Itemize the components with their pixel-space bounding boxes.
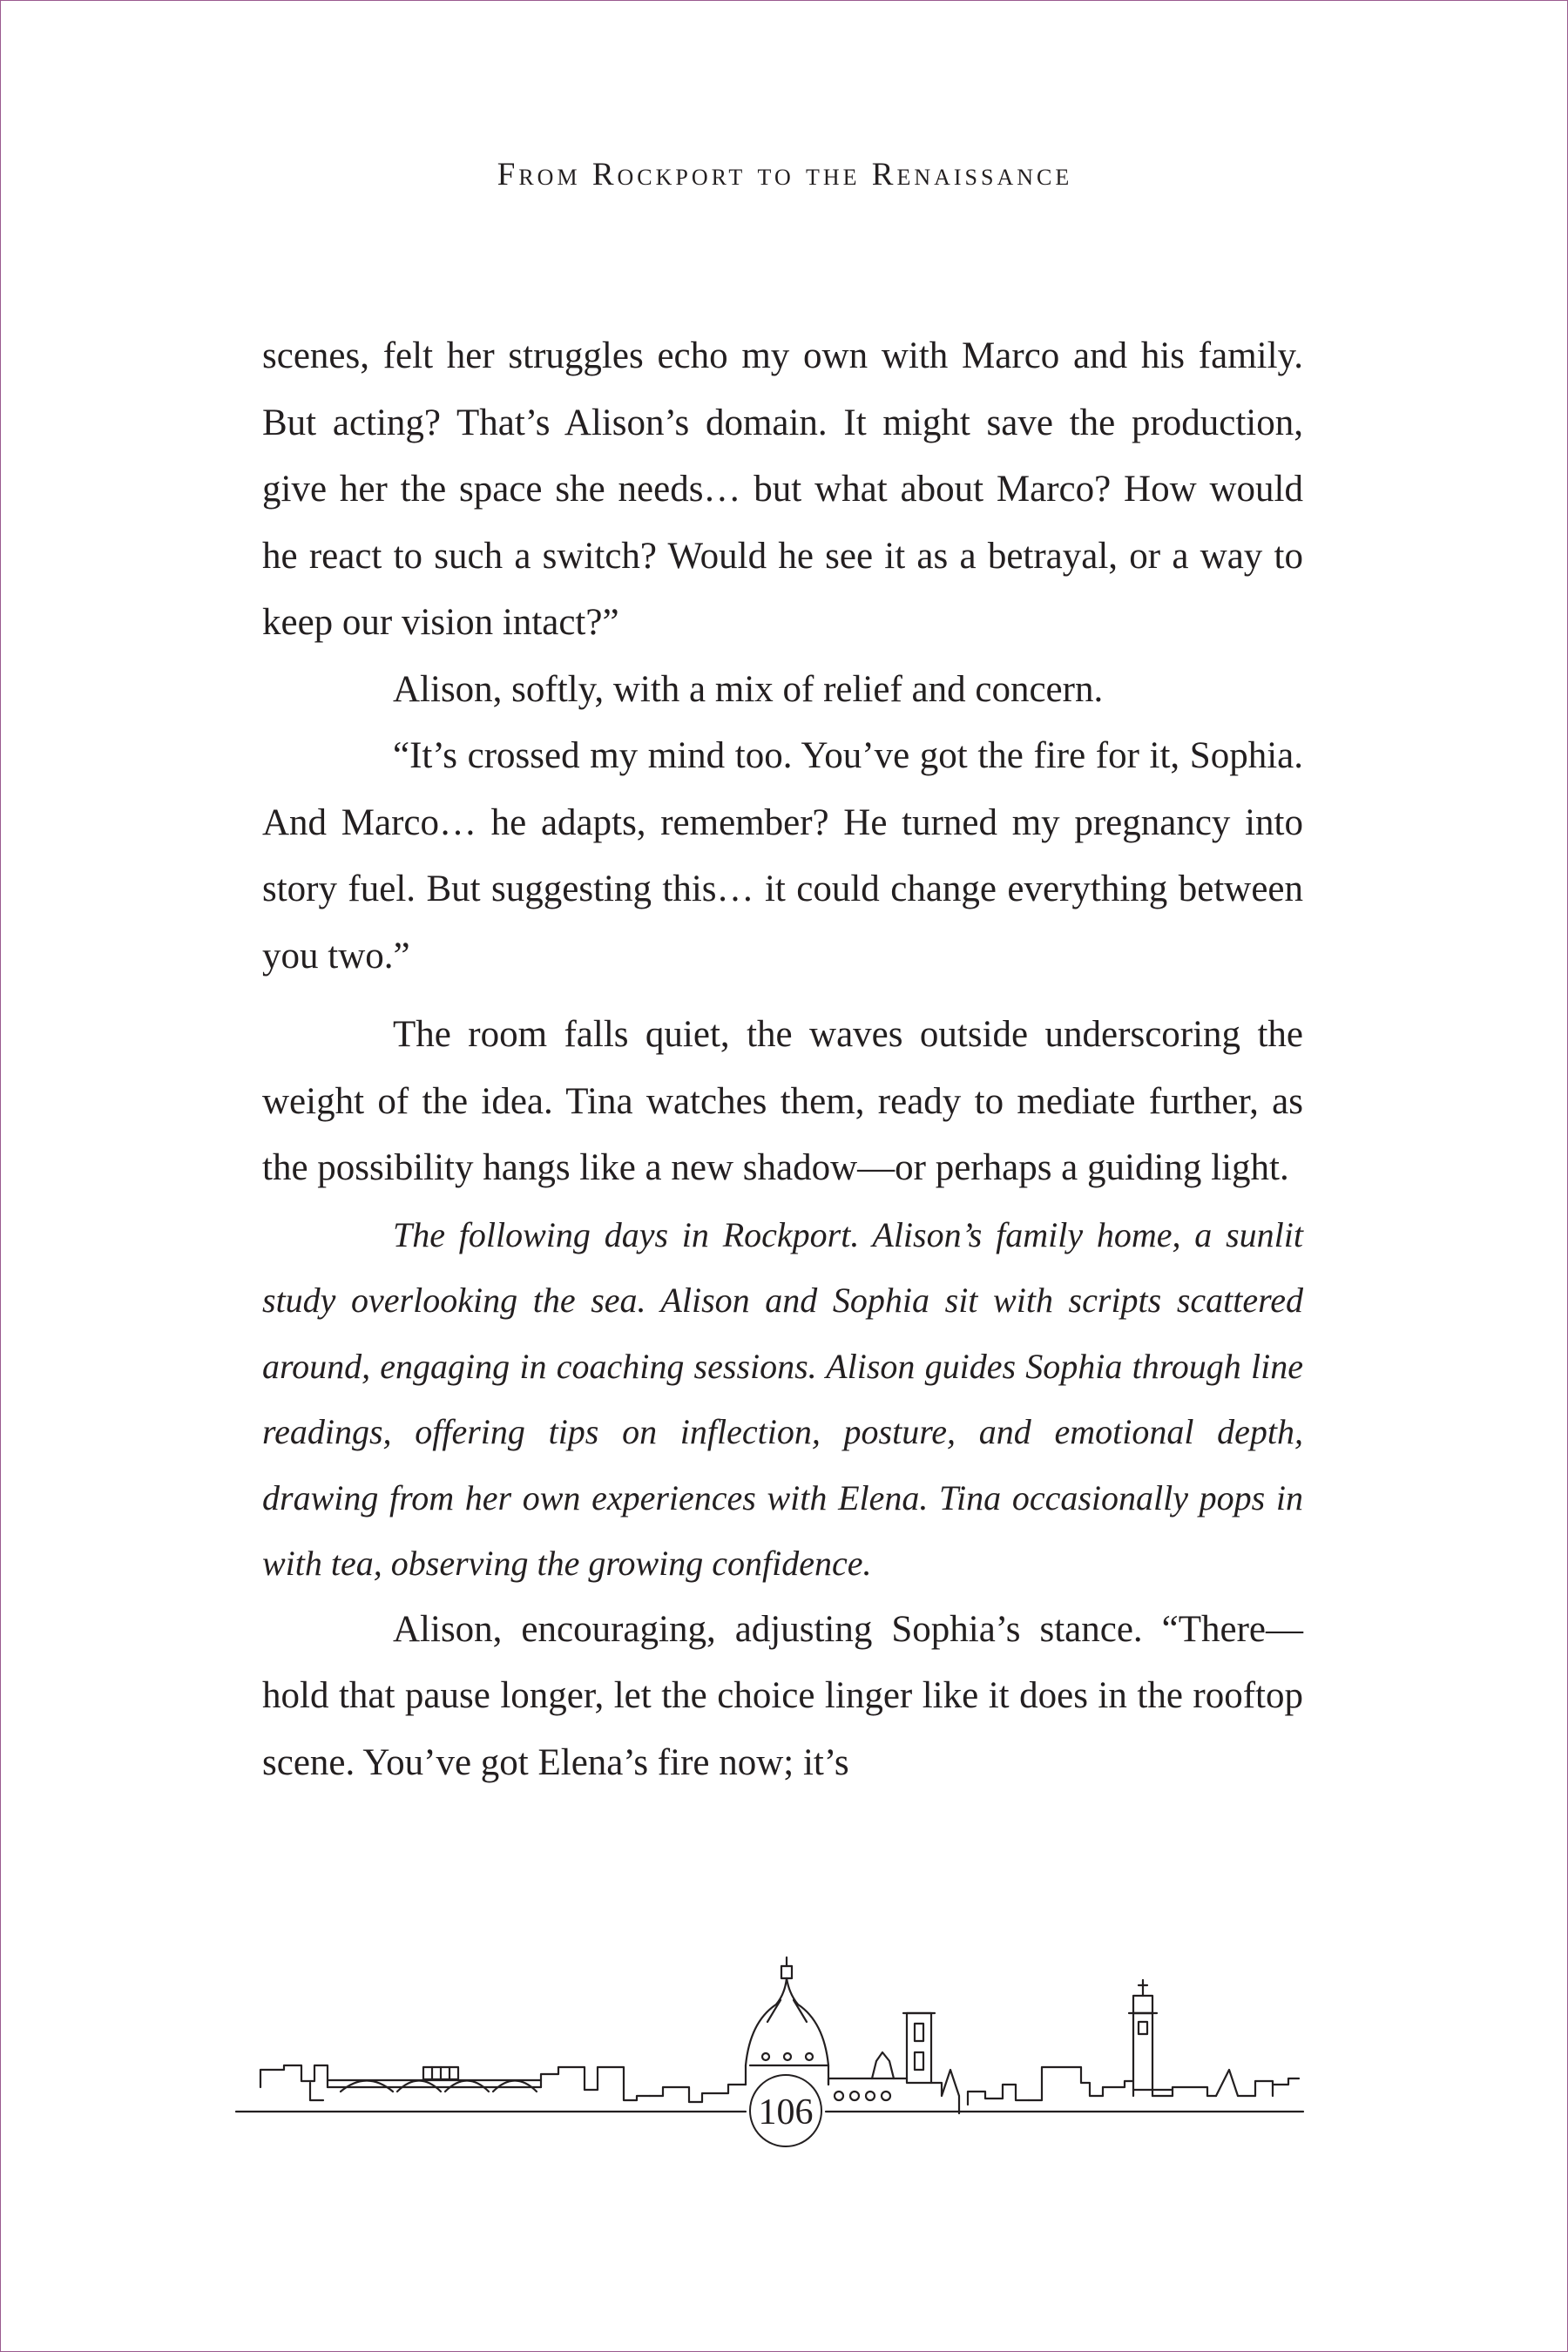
paragraph-italic-scene: The following days in Rockport. Alison’s family home, a sunlit study overlooking the sea. Alison and Sophia sit with scripts scattered around, engaging in coaching sessions. Alison guides Sophia through line readings, offering tips on inflection, posture, and emotional depth, drawing from her own experiences with Elena. Tina occasionally pops in with tea, observing the growing confidence. xyxy=(262,1214,1303,1583)
paragraph-dialogue: “It’s crossed my mind too. You’ve got the fire for it, Sophia. And Marco… he adapts, remember? He turned my pregnancy into story fuel. But suggesting this… it could change everything between you two.” xyxy=(262,735,1303,977)
paragraph-stage-note: Alison, softly, with a mix of relief and concern. xyxy=(393,668,1104,710)
page-number: 106 xyxy=(758,2092,814,2132)
running-head: From Rockport to the Renaissance xyxy=(497,157,1073,193)
paragraph-continuation: scenes, felt her struggles echo my own with Marco and his family. But acting? That’s Alison’s domain. It might save the production, give her the space she needs… but what about Marco? How would he react to such a switch? Would he see it as a betrayal, or a way to keep our vision intact?” xyxy=(262,335,1303,643)
paragraph-narration: The room falls quiet, the waves outside underscoring the weight of the idea. Tina watches them, ready to mediate further, as the possibility hangs like a new shadow—or perhaps a guiding light. xyxy=(262,1014,1303,1188)
paragraph-closing: Alison, encouraging, adjusting Sophia’s stance. “There—hold that pause longer, let the choice linger like it does in the rooftop scene. You’ve got Elena’s fire now; it’s xyxy=(262,1608,1303,1783)
body-text xyxy=(262,323,1303,1796)
